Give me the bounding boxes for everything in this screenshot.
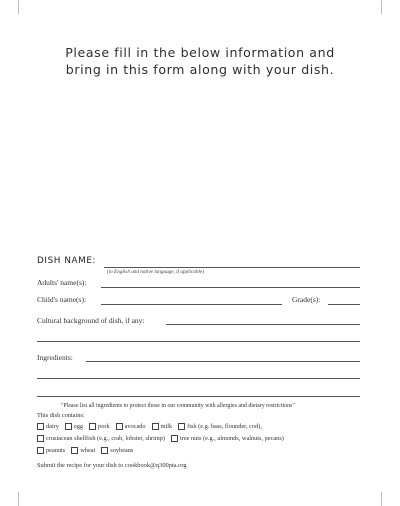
grade-label: Grade(s): <box>292 295 321 304</box>
contains-label: This dish contains: <box>37 412 85 419</box>
allergen-label: avocado <box>124 423 146 430</box>
checkbox[interactable] <box>178 423 185 430</box>
checkbox[interactable] <box>171 435 178 442</box>
allergen-label: pork <box>98 423 110 430</box>
cultural-background-field-2[interactable] <box>37 341 360 342</box>
allergen-label: dairy <box>46 423 59 430</box>
dish-name-field[interactable] <box>104 267 360 268</box>
checkbox[interactable] <box>37 423 44 430</box>
ingredients-field-1[interactable] <box>86 361 360 362</box>
checkbox[interactable] <box>37 447 44 454</box>
childs-name-label: Child's name(s): <box>37 295 87 304</box>
ingredients-note: "Please list all ingredients to protect those in our community with allergies and dietary restrictions" <box>61 403 295 409</box>
allergen-label: tree nuts (e.g., almonds, walnuts, pecans) <box>180 435 284 442</box>
ingredients-label: Ingredients: <box>37 353 73 362</box>
allergen-milk[interactable] <box>152 423 173 430</box>
checkbox[interactable] <box>101 447 108 454</box>
allergen-soybeans[interactable] <box>101 447 133 454</box>
allergen-avocado[interactable] <box>116 423 146 430</box>
adults-name-label: Adults' name(s): <box>37 278 87 287</box>
allergen-label: soybeans <box>110 447 134 454</box>
allergen-row-2 <box>37 435 290 442</box>
allergen-tree-nuts[interactable] <box>171 435 284 442</box>
allergen-dairy[interactable] <box>37 423 59 430</box>
dish-name-label: DISH NAME: <box>37 256 97 266</box>
submit-instructions: Submit the recipe for your dish to cookbook@q300pta.org <box>37 462 187 469</box>
instructions-line-1: Please fill in the below information and <box>65 45 335 60</box>
allergen-label: wheat <box>80 447 96 454</box>
cultural-background-label: Cultural background of dish, if any: <box>37 316 145 325</box>
childs-name-field[interactable] <box>101 304 282 305</box>
allergen-row-3 <box>37 447 139 454</box>
allergen-pork[interactable] <box>89 423 110 430</box>
allergen-label: milk <box>160 423 173 430</box>
checkbox[interactable] <box>71 447 78 454</box>
allergen-wheat[interactable] <box>71 447 95 454</box>
allergen-peanuts[interactable] <box>37 447 65 454</box>
checkbox[interactable] <box>116 423 123 430</box>
ingredients-field-3[interactable] <box>37 396 360 397</box>
checkbox[interactable] <box>152 423 159 430</box>
grade-field[interactable] <box>328 304 360 305</box>
allergen-egg[interactable] <box>65 423 83 430</box>
allergen-crustacean-shellfish[interactable] <box>37 435 165 442</box>
adults-name-field[interactable] <box>101 287 360 288</box>
allergen-label: fish (e.g. bass, flounder, cod), <box>187 423 262 430</box>
ingredients-field-2[interactable] <box>37 378 360 379</box>
allergen-row-1 <box>37 423 268 430</box>
allergen-label: egg <box>73 423 84 430</box>
dish-name-note: (in English and native language, if applicable) <box>107 269 204 275</box>
instructions-line-2: bring in this form along with your dish. <box>65 62 335 77</box>
allergen-label: peanuts <box>46 447 66 454</box>
allergen-label: crustacean shellfish (e.g., crab, lobster, shrimp) <box>46 435 165 442</box>
allergen-fish[interactable] <box>178 423 262 430</box>
checkbox[interactable] <box>37 435 44 442</box>
cultural-background-field-1[interactable] <box>166 324 360 325</box>
checkbox[interactable] <box>89 423 96 430</box>
checkbox[interactable] <box>65 423 72 430</box>
